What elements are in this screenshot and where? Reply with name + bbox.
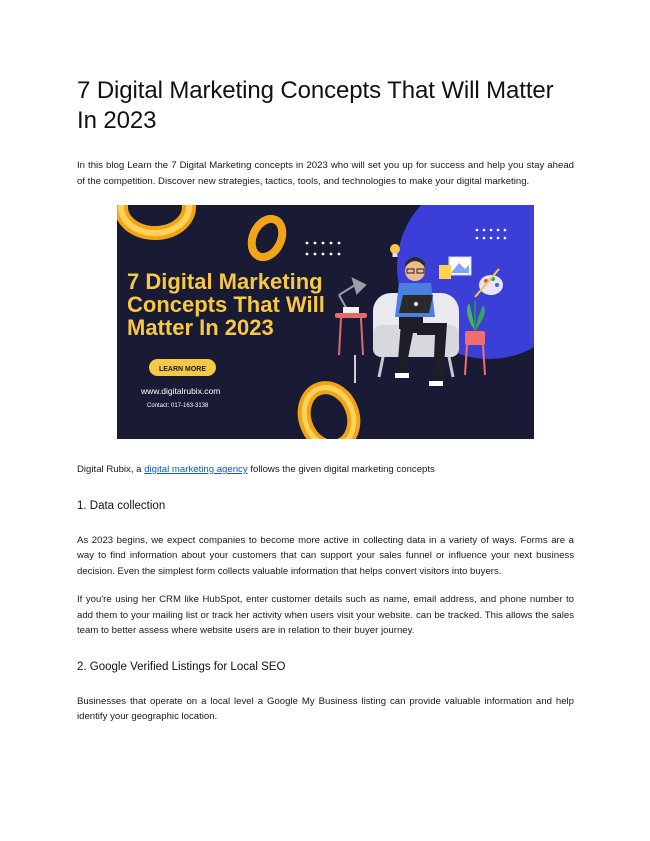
banner-contact: Contact: 017-163-3138 <box>147 403 209 409</box>
banner-headline-line1: 7 Digital Marketing <box>127 269 323 294</box>
section-heading-data-collection: 1. Data collection <box>77 499 166 512</box>
section-2-paragraph-1: Businesses that operate on a local level a Google My Business listing can provide valuable information and help identify your geographic location. <box>77 695 574 722</box>
section-heading-google-listings: 2. Google Verified Listings for Local SEO <box>77 660 286 673</box>
learn-more-label: LEARN MORE <box>158 366 207 373</box>
page-title: 7 Digital Marketing Concepts That Will Matter In 2023 <box>77 77 554 134</box>
banner-headline-line3: Matter In 2023 <box>127 315 274 340</box>
caption-text-before: Digital Rubix, a <box>77 464 145 475</box>
section-1-paragraph-1: As 2023 begins, we expect companies to become more active in collecting data in a variety of ways. Forms are a way to find information about your customers that can support your sales funnel or influence your next business decision. Even the simplest form collects valuable information that helps convert visitors into buyers. <box>77 534 574 577</box>
digital-marketing-agency-link[interactable]: digital marketing agency <box>144 464 248 475</box>
caption-text-after: follows the given digital marketing concepts <box>247 464 435 475</box>
banner-headline-line2: Concepts That Will <box>127 292 325 317</box>
banner-website: www.digitalrubix.com <box>141 386 221 396</box>
intro-paragraph: In this blog Learn the 7 Digital Marketing concepts in 2023 who will set you up for success and help you stay ahead of the competition. Discover new strategies, tactics, tools, and technologies to make your digital marketing. <box>77 160 574 187</box>
document-content <box>77 76 574 725</box>
banner-illustration <box>117 205 534 439</box>
caption-paragraph <box>77 462 574 478</box>
banner-image <box>117 205 534 439</box>
section-1-paragraph-2: If you're using her CRM like HubSpot, enter customer details such as name, email address, and phone number to add them to your mailing list or track her activity when users visit your website. can be tracked. This allows the sales team to better assess where website users are in relation to their buyer journey. <box>77 594 574 636</box>
